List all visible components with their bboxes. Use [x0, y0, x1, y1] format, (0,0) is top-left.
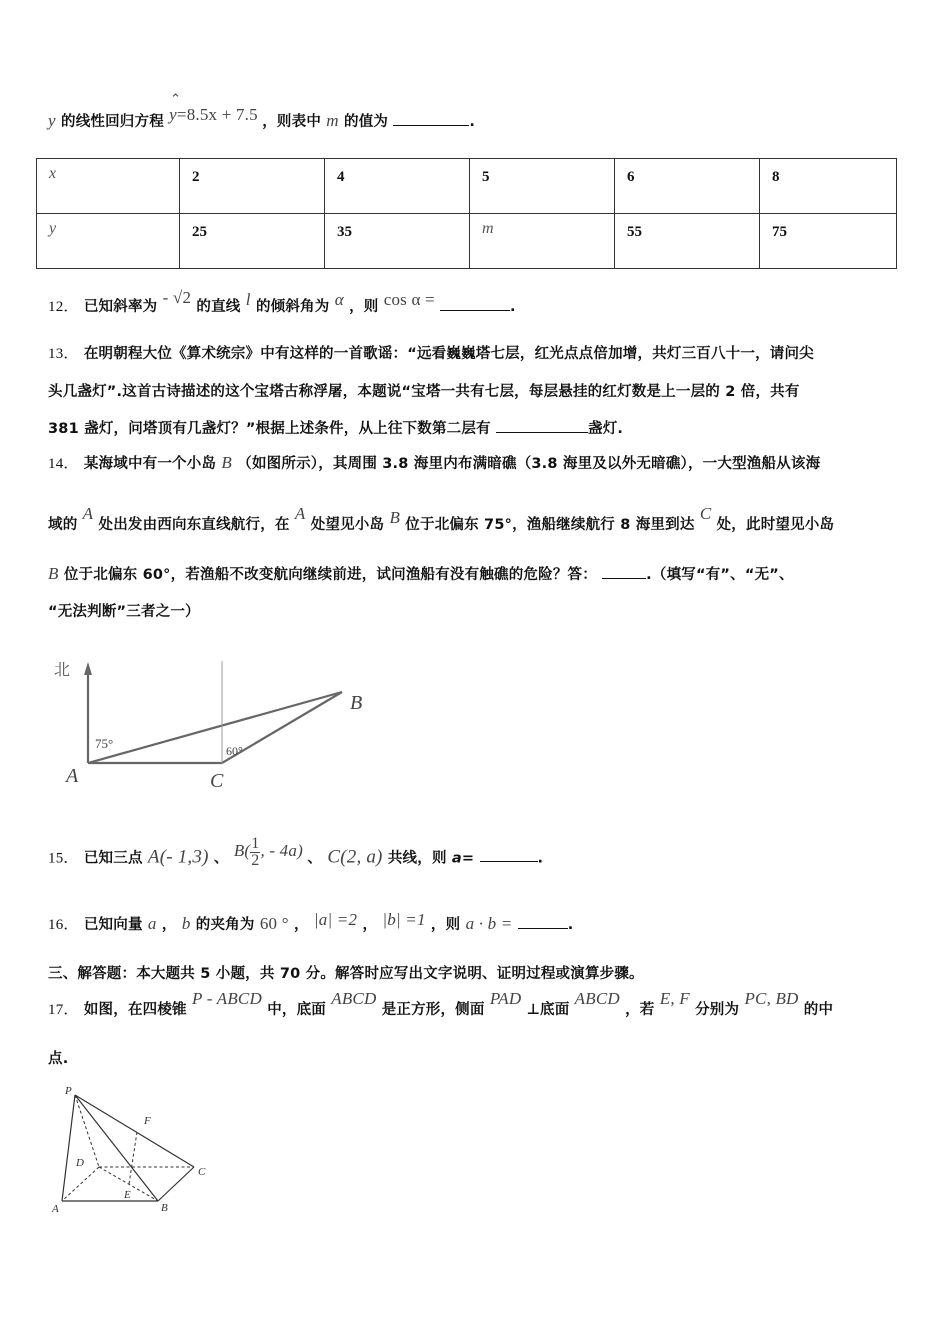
question-13-line1: 13． 在明朝程大位《算术统宗》中有这样的一首歌谣：“远看巍巍塔七层，红光点点倍加增，共灯三百八十一，请问尖 — [48, 346, 814, 362]
table-cell: 4 — [325, 159, 470, 214]
table-cell: 8 — [760, 159, 897, 214]
table-cell: y — [37, 214, 180, 269]
side-label: PAD — [489, 989, 522, 1008]
svg-text:B: B — [161, 1202, 168, 1214]
dot-product: a · b = — [465, 914, 513, 933]
angle-value: 60 ° — [259, 914, 289, 933]
base-label: ABCD — [331, 989, 377, 1008]
svg-text:E: E — [124, 1189, 131, 1201]
var-alpha: α — [334, 290, 344, 309]
svg-text:A: A — [52, 1203, 59, 1215]
var-A: A — [294, 504, 306, 523]
question-number: 17． — [48, 1002, 79, 1018]
table-cell: x — [37, 159, 180, 214]
question-13-line3: 381 盏灯，问塔顶有几盏灯？”根据上述条件，从上往下数第二层有 盏灯. — [48, 417, 623, 438]
table-row — [37, 159, 897, 214]
question-number: 16． — [48, 917, 79, 933]
ef-label: E, F — [659, 989, 690, 1008]
table-cell: m — [470, 214, 615, 269]
answer-blank[interactable] — [480, 847, 538, 862]
svg-text:C: C — [198, 1166, 206, 1178]
svg-text:B: B — [350, 692, 363, 714]
navigation-figure — [40, 645, 380, 795]
slope-value: - √2 — [162, 288, 192, 307]
var-B: B — [221, 453, 233, 472]
svg-text:60°: 60° — [226, 744, 243, 758]
svg-text:P: P — [65, 1085, 72, 1097]
question-15: 15． 已知三点 A(- 1,3) 、 B( $\frac{1}{2}$ , - 4a) 、 C(2, a) 共线，则 a= . — [48, 835, 544, 869]
var-B: B — [389, 508, 401, 527]
svg-text:75°: 75° — [95, 736, 114, 751]
pyramid-figure — [40, 1075, 220, 1220]
section-heading: 三、解答题：本大题共 5 小题，共 70 分。解答时应写出文字说明、证明过程或演算步骤。 — [48, 966, 644, 982]
var-C: C — [699, 504, 712, 523]
question-14-line2: 域的 A 处出发由西向东直线航行，在 A 处望见小岛 B 位于北偏东 75°，渔船继续航行 8 海里到达 C 处，此时望见小岛 — [48, 504, 835, 533]
abs-a: |a| =2 — [313, 910, 358, 929]
answer-blank[interactable] — [602, 564, 646, 579]
question-12: 12． 已知斜率为 - √2 的直线 l 的倾斜角为 α ，则 cos α = . — [48, 288, 516, 315]
question-17-line2: 点. — [48, 1051, 69, 1067]
table-cell: 25 — [180, 214, 325, 269]
question-14-line1: 14． 某海域中有一个小岛 B （如图所示），其周围 3.8 海里内布满暗礁（3.8 海里及以外无暗礁），一大型渔船从该海 — [48, 453, 821, 472]
var-m: m — [326, 111, 339, 130]
question-number: 13． — [48, 346, 79, 362]
north-arrow-icon — [84, 662, 92, 675]
svg-text:C: C — [210, 770, 224, 792]
q11-tail-line: y 的线性回归方程 ⌃ y=8.5x + 7.5 ，则表中 m 的值为 . — [48, 91, 476, 130]
navigation-diagram — [40, 645, 380, 795]
table-cell: 55 — [615, 214, 760, 269]
question-number: 14． — [48, 456, 79, 472]
pyramid-diagram — [40, 1075, 220, 1220]
var-B: B — [48, 564, 59, 583]
point-C: C(2, a) — [327, 846, 383, 868]
abs-b: |b| =1 — [382, 910, 426, 929]
data-table — [36, 158, 897, 269]
var-y: y — [48, 111, 56, 130]
q11-text: 的线性回归方程 — [61, 114, 164, 130]
table-cell: 5 — [470, 159, 615, 214]
svg-text:F: F — [144, 1115, 151, 1127]
question-14-line4: “无法判断”三者之一） — [48, 604, 200, 620]
svg-text:北: 北 — [54, 660, 71, 679]
svg-text:D: D — [76, 1157, 84, 1169]
table-row — [37, 214, 897, 269]
var-A: A — [82, 504, 94, 523]
base-label: ABCD — [574, 989, 620, 1008]
regression-equation: ⌃ y=8.5x + 7.5 — [169, 91, 258, 124]
answer-blank[interactable] — [393, 111, 469, 126]
question-13-line2: 头几盏灯”.这首古诗描述的这个宝塔古称浮屠，本题说“宝塔一共有七层，每层悬挂的红灯数是上一层的 2 倍，共有 — [48, 384, 800, 400]
table-cell: 2 — [180, 159, 325, 214]
point-B: B( $\frac{1}{2}$ , - 4a) — [233, 835, 303, 869]
answer-blank[interactable] — [440, 296, 510, 311]
var-a: a — [451, 850, 462, 867]
answer-blank[interactable] — [518, 914, 568, 929]
question-14-line3: B 位于北偏东 60°，若渔船不改变航向继续前进，试问渔船有没有触礁的危险？答： .（填写“有”、“无”、 — [48, 564, 794, 583]
pyramid-label: P - ABCD — [192, 989, 262, 1008]
table-cell: 6 — [615, 159, 760, 214]
table-cell: 75 — [760, 214, 897, 269]
pcbd-label: PC, BD — [744, 989, 799, 1008]
vector-a: a — [147, 914, 157, 933]
question-number: 12． — [48, 299, 79, 315]
vector-b: b — [181, 914, 191, 933]
var-l: l — [245, 290, 251, 309]
table-cell: 35 — [325, 214, 470, 269]
answer-blank[interactable] — [496, 418, 588, 433]
question-16: 16． 已知向量 a ， b 的夹角为 60 ° ， |a| =2 ， |b| =1 ，则 a · b = . — [48, 910, 574, 933]
question-17-line1: 17． 如图，在四棱锥 P - ABCD 中，底面 ABCD 是正方形，侧面 PAD ⊥底面 ABCD ，若 E, F 分别为 PC, BD 的中 — [48, 989, 834, 1018]
cos-expression: cos α = — [383, 290, 435, 309]
hat-icon: ⌃ — [170, 91, 182, 106]
point-A: A(- 1,3) — [147, 846, 209, 868]
question-number: 15． — [48, 850, 79, 867]
svg-text:A: A — [66, 765, 79, 787]
